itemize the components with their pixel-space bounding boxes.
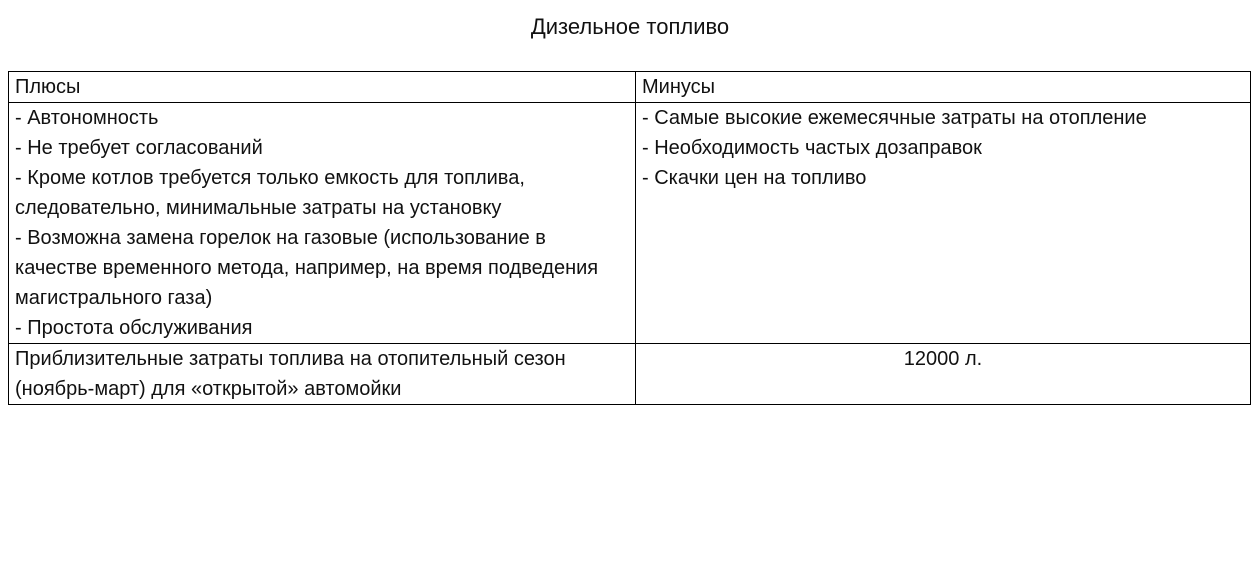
table-header-row — [9, 72, 1251, 103]
header-pros: Плюсы — [9, 72, 636, 103]
pros-cons-table — [8, 71, 1251, 405]
list-item: - Не требует согласований — [15, 137, 263, 159]
table-row — [9, 103, 1251, 344]
pros-cell — [9, 103, 636, 344]
cons-cell — [636, 103, 1251, 344]
list-item: - Кроме котлов требуется только емкость для топлива, следовательно, минимальные затраты на установку — [15, 167, 525, 219]
list-item: - Автономность — [15, 107, 159, 129]
list-item: - Возможна замена горелок на газовые (использование в качестве временного метода, например, на время подведения магистрального газа) — [15, 227, 599, 309]
table-row — [9, 344, 1251, 405]
document-title: Дизельное топливо — [530, 14, 730, 39]
list-item: - Скачки цен на топливо — [642, 167, 867, 189]
list-item: - Самые высокие ежемесячные затраты на отопление — [642, 107, 1147, 129]
list-item: - Простота обслуживания — [15, 317, 253, 339]
cost-value-cell: 12000 л. — [636, 344, 1251, 405]
header-cons: Минусы — [636, 72, 1251, 103]
list-item: - Необходимость частых дозаправок — [642, 137, 982, 159]
cost-label-cell: Приблизительные затраты топлива на отопительный сезон (ноябрь-март) для «открытой» автомойки — [9, 344, 636, 405]
